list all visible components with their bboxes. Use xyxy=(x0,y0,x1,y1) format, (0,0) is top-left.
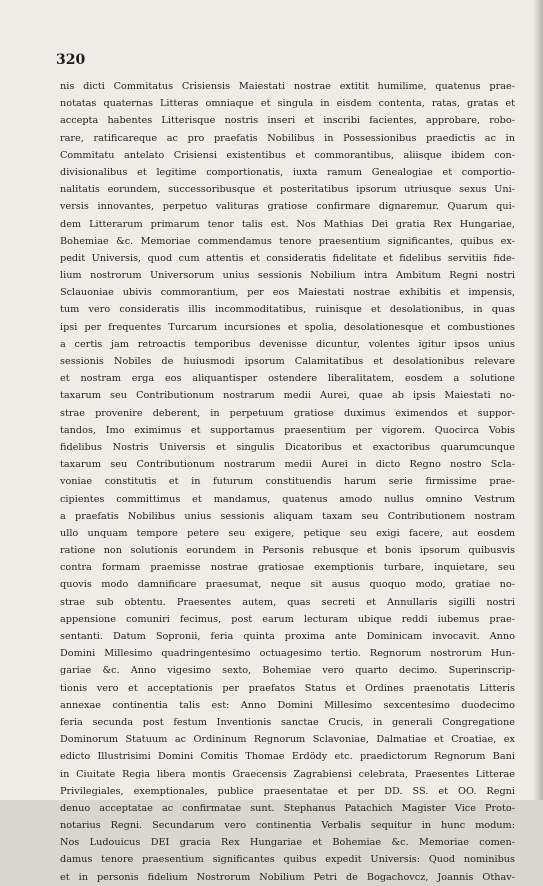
text-line: lium nostrorum Universorum unius sessionis Nobilium intra Ambitum Regni nostri xyxy=(60,270,515,282)
text-line: accepta habentes Litterisque nostris inseri et inscribi facientes, approbare, robo- xyxy=(60,115,515,127)
text-line: divisionalibus et legitime comportionatis, iuxta ramum Genealogiae et comportio- xyxy=(60,166,515,178)
text-line: damus tenore praesentium significantes quibus expedit Universis: Quod nominibus xyxy=(60,854,515,866)
text-line: cipientes committimus et mandamus, quatenus amodo nullus omnino Vestrum xyxy=(60,493,515,505)
text-line: quovis modo damnificare praesumat, neque sit ausus quoquo modo, gratiae no- xyxy=(60,579,515,591)
text-line: fidelibus Nostris Universis et singulis Dicatoribus et exactoribus quarumcunque xyxy=(60,441,515,453)
text-line: nis dicti Commitatus Crisiensis Maiestati nostrae extitit humilime, quatenus prae- xyxy=(60,81,515,92)
text-line: a certis jam retroactis temporibus devenisse dicuntur, volentes igitur ipsos unius xyxy=(60,338,515,350)
text-line: tum vero consideratis illis incommoditatibus, ruinisque et desolationibus, in quas xyxy=(60,304,515,316)
text-line: versis innovantes, perpetuo valituras gratiose confirmare dignaremur. Quarum qui- xyxy=(60,201,515,213)
text-line: rare, ratificareque ac pro praefatis Nobilibus in Possessionibus praedictis ac in xyxy=(60,132,515,144)
text-line: sentanti. Datum Sopronii, feria quinta proxima ante Dominicam invocavit. Anno xyxy=(60,631,515,642)
text-line: feria secunda post festum Inventionis sanctae Crucis, in generali Congregatione xyxy=(60,716,515,728)
text-line: denuo acceptatae ac confirmatae sunt. Stephanus Patachich Magister Vice Proto- xyxy=(60,802,515,814)
text-line: Sclauoniae ubivis commorantium, per eos Maiestati nostrae exhibitis et impensis, xyxy=(60,287,515,299)
text-line: taxarum seu Contributionum nostrarum medii Aurei, quae ab ipsis Maiestati no- xyxy=(60,390,515,402)
page-number: 320 xyxy=(56,52,86,68)
text-line: nalitatis eorundem, successoribusque et posteritatibus ipsorum utriusque sexus Uni- xyxy=(60,184,515,196)
text-line: ipsi per frequentes Turcarum incursiones et spolia, desolationesque et combustiones xyxy=(60,321,515,333)
text-line: strae provenire deberent, in perpetuum gratiose duximus eximendos et suppor- xyxy=(60,407,515,419)
text-line: tandos, Imo eximimus et supportamus praesentium per vigorem. Quocirca Vobis xyxy=(60,424,515,436)
text-line: Commitatu antelato Crisiensi existentibus et commorantibus, aliisque ibidem con- xyxy=(60,149,515,161)
text-line: voniae constitutis et in futurum constituendis harum serie firmissime prae- xyxy=(60,476,515,488)
text-line: dem Litterarum primarum tenor talis est. Nos Mathias Dei gratia Rex Hungariae, xyxy=(60,218,515,230)
text-line: strae sub obtentu. Praesentes autem, quas secreti et Annullaris sigilli nostri xyxy=(60,596,515,608)
text-line: notatas quaternas Litteras omniaque et singula in eisdem contenta, ratas, gratas et xyxy=(60,98,515,110)
text-line: gariae &c. Anno vigesimo sexto, Bohemiae vero quarto decimo. Superinscrip- xyxy=(60,665,515,677)
text-line: sessionis Nobiles de huiusmodi ipsorum Calamitatibus et desolationibus relevare xyxy=(60,356,515,367)
text-line: edicto Illustrisimi Domini Comitis Thomae Erdödy etc. praedictorum Regnorum Bani xyxy=(60,751,515,763)
text-line: Bohemiae &c. Memoriae commendamus tenore praesentium significantes, quibus ex- xyxy=(60,235,515,247)
text-line: contra formam praemisse nostrae gratiosae exemptionis turbare, inquietare, seu xyxy=(60,562,515,574)
text-line: pedit Universis, quod cum attentis et consideratis fidelitate et fidelibus servitiis fide- xyxy=(60,252,515,264)
page-edge-shadow xyxy=(533,0,543,800)
text-line: Privilegiales, exemptionales, publice praesentatae et per DD. SS. et OO. Regni xyxy=(60,785,515,797)
text-line: ratione non solutionis eorundem in Personis rebusque et bonis ipsorum quibusvis xyxy=(60,545,515,557)
text-line: et in personis fidelium Nostrorum Nobilium Petri de Bogachovcz, Joannis Othav- xyxy=(60,871,515,883)
text-line: appensione comuniri fecimus, post earum lecturam ubique reddi iubemus prae- xyxy=(60,613,515,625)
text-line: a praefatis Nobilibus unius sessionis aliquam taxam seu Contributionem nostram xyxy=(60,510,515,522)
text-line: Domini Millesimo quadringentesimo octuagesimo tertio. Regnorum nostrorum Hun- xyxy=(60,648,515,660)
text-line: taxarum seu Contributionum nostrarum medii Aurei in dicto Regno nostro Scla- xyxy=(60,459,515,471)
text-line: notarius Regni. Secundarum vero continentia Verbalis sequitur in hunc modum: xyxy=(60,820,515,832)
text-line: Dominorum Statuum ac Ordininum Regnorum Sclavoniae, Dalmatiae et Croatiae, ex xyxy=(60,734,515,746)
text-line: annexae continentia talis est: Anno Domini Millesimo sexcentesimo duodecimo xyxy=(60,699,515,711)
text-line: ullo unquam tempore petere seu exigere, petique seu exigi facere, aut eosdem xyxy=(60,527,515,539)
text-line: et nostram erga eos aliquantisper ostendere liberalitatem, eosdem a solutione xyxy=(60,373,515,385)
text-line: in Ciuitate Regia libera montis Graecensis Zagrabiensi celebrata, Praesentes Litterae xyxy=(60,768,515,780)
body-text xyxy=(60,78,515,886)
text-line: tionis vero et acceptationis per praefatos Status et Ordines praenotatis Litteris xyxy=(60,682,515,694)
text-line: Nos Ludouicus DEI gracia Rex Hungariae et Bohemiae &c. Memoriae comen- xyxy=(60,837,515,849)
